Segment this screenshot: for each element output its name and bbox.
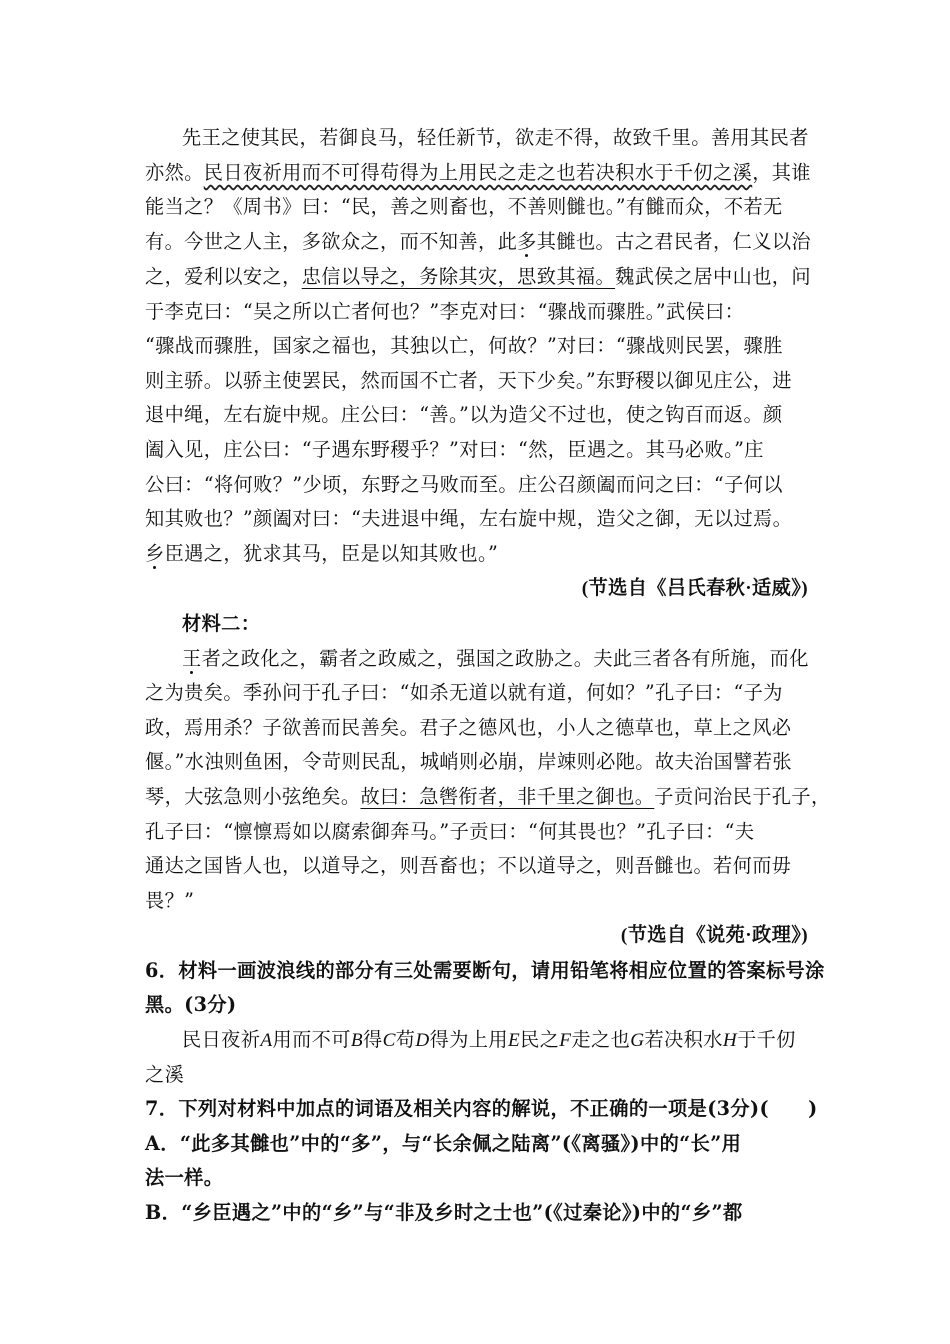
material2-line: 孔子曰：“懔懔焉如以腐索御奔马。”子贡曰：“何其畏也？”孔子曰：“夫 [145,820,755,843]
material1-line: 退中绳，左右旋中规。庄公曰：“善。”以为造父不过也，使之钩百而返。颜 [145,403,783,426]
material1-line: 亦然。民日夜祈用而不可得苟得为上用民之走之也若决积水于千仞之溪，其谁 [145,161,811,184]
q7-option-a-cont: 法一样。 [145,1166,224,1189]
option-mark-E[interactable]: E [507,1030,521,1051]
option-mark-H[interactable]: H [722,1030,738,1051]
wavy-underlined-passage: 民日夜祈用而不可得苟得为上用民之走之也若决积水于千仞之溪 [203,161,753,184]
material1-line: 知其败也？”颜阖对曰：“夫进退中绳，左右旋中规，造父之御，无以过焉。 [145,507,793,530]
material1-line: “骤战而骤胜，国家之福也，其独以亡，何故？”对曰：“骤战则民罢，骤胜 [145,334,783,357]
option-mark-G[interactable]: G [630,1030,645,1051]
material2-source: (节选自《说苑·政理》) [620,925,808,946]
material1-line: 乡臣遇之，犹求其马，臣是以知其败也。” [145,542,499,565]
underlined-sentence: 忠信以导之，务除其灾，思致其福。 [301,265,616,288]
material1-line: 则主骄。以骄主使罢民，然而国不亡者，天下少矣。”东野稷以御见庄公，进 [145,369,792,392]
material2-line: 之为贵矣。季孙问于孔子曰：“如杀无道以就有道，何如？”孔子曰：“子为 [145,681,783,704]
option-mark-B[interactable]: B [350,1030,363,1051]
material1-source: (节选自《吕氏春秋·适威》) [581,578,808,599]
option-mark-C[interactable]: C [382,1030,396,1051]
material2-line: 畏？” [145,889,195,912]
material1-line: 阖入见，庄公曰：“子遇东野稷乎？”对曰：“然，臣遇之。其马必败。”庄 [145,438,764,461]
material2-line: 政，焉用杀？子欲善而民善矣。君子之德风也，小人之德草也，草上之风必 [145,716,792,739]
material2-line: 琴，大弦急则小弦绝矣。故曰：急辔衔者，非千里之御也。子贡问治民于孔子， [145,785,831,808]
q7-stem: 7．下列对材料中加点的词语及相关内容的解说，不正确的一项是(3分)( ) [145,1097,818,1120]
dotted-word-xiang: 乡 [145,542,165,565]
q6-stem: 黑。(3分) [145,993,237,1016]
option-mark-D[interactable]: D [415,1030,430,1051]
q6-options-line: 民日夜祈A用而不可B得C苟D得为上用E民之F走之也G若决积水H于千仞 [182,1028,796,1051]
dotted-word-duo: 多 [517,230,537,253]
option-mark-F[interactable]: F [559,1030,572,1051]
q6-stem: 6．材料一画波浪线的部分有三处需要断句，请用铅笔将相应位置的答案标号涂 [145,959,825,982]
material1-line: 于李克曰：“吴之所以亡者何也？”李克对曰：“骤战而骤胜。”武侯曰： [145,300,745,323]
material1-line: 有。今世之人主，多欲众之，而不知善，此多其雠也。古之君民者，仁义以治 [145,230,811,253]
material2-line: 王者之政化之，霸者之政威之，强国之政胁之。夫此三者各有所施，而化 [182,647,809,670]
material1-line: 之，爱利以安之，忠信以导之，务除其灾，思致其福。魏武侯之居中山也，问 [145,265,811,288]
q6-options-end: 之溪 [145,1063,185,1086]
material1-line: 公曰：“将何败？”少顷，东野之马败而至。庄公召颜阖而问之曰：“子何以 [145,473,783,496]
q7-option-a[interactable]: A．“此多其雠也”中的“多”，与“长余佩之陆离”(《离骚》)中的“长”用 [145,1132,742,1155]
option-mark-A[interactable]: A [260,1030,273,1051]
dotted-word-wang: 王 [182,647,202,670]
material2-line: 通达之国皆人也，以道导之，则吾畜也；不以道导之，则吾雠也。若何而毋 [145,854,792,877]
material2-heading: 材料二： [182,612,261,635]
underlined-sentence: 故曰：急辔衔者，非千里之御也。 [360,785,655,808]
q7-option-b[interactable]: B．“乡臣遇之”中的“乡”与“非及乡时之士也”(《过秦论》)中的“乡”都 [145,1201,743,1224]
material1-line: 先王之使其民，若御良马，轻任新节，欲走不得，故致千里。善用其民者 [182,126,809,149]
material1-line: 能当之？《周书》曰：“民，善之则畜也，不善则雠也。”有雠而众，不若无 [145,195,783,218]
material2-line: 偃。”水浊则鱼困，令苛则民乱，城峭则必崩，岸竦则必阤。故夫治国譬若张 [145,750,792,773]
